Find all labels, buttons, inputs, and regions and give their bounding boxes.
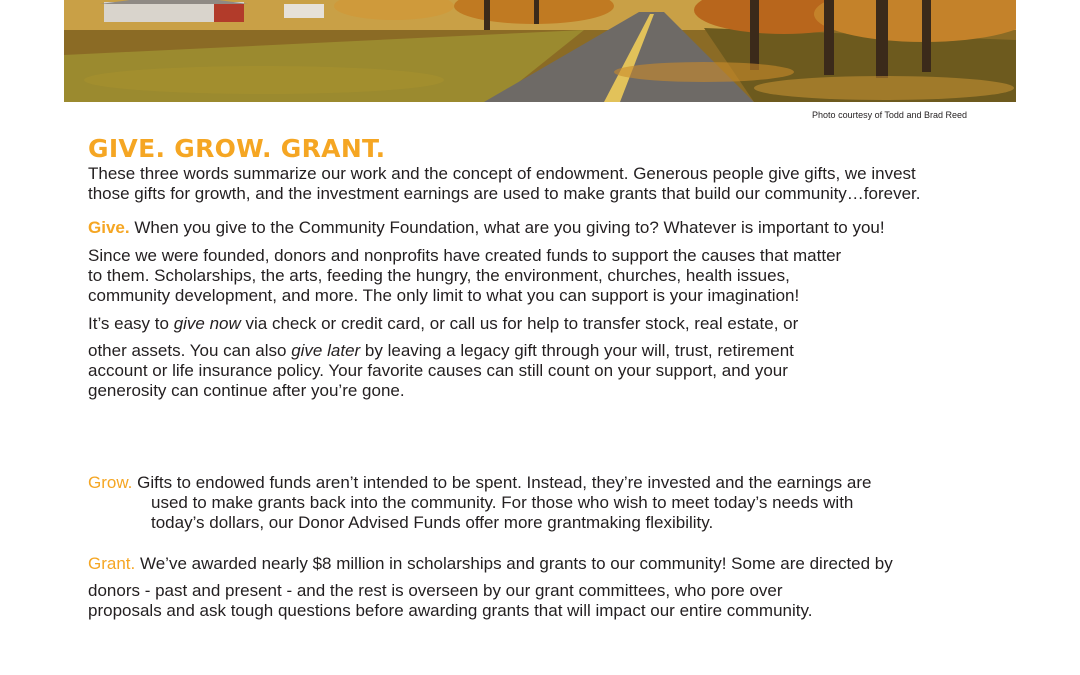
give-paragraph xyxy=(88,218,885,238)
intro-line: those gifts for growth, and the investment earnings are used to make grants that build our community…forever. xyxy=(88,184,921,203)
give-now-text-b: via check or credit card, or call us for help to transfer stock, real estate, or xyxy=(240,314,799,333)
give-funds-paragraph xyxy=(88,246,841,306)
give-text: When you give to the Community Foundation, what are you giving to? Whatever is important to you! xyxy=(134,218,885,237)
give-funds-line: to them. Scholarships, the arts, feeding the hungry, the environment, churches, health issues, xyxy=(88,266,790,285)
grow-line: Gifts to endowed funds aren’t intended to be spent. Instead, they’re invested and the earnings are xyxy=(137,473,872,492)
grant-line: proposals and ask tough questions before awarding grants that will impact our entire community. xyxy=(88,601,813,620)
grant-continued-paragraph xyxy=(88,581,812,621)
give-now-paragraph xyxy=(88,314,798,334)
autumn-road-illustration xyxy=(64,0,1016,102)
give-lead: Give. xyxy=(88,218,130,237)
intro-line: These three words summarize our work and the concept of endowment. Generous people give gifts, we invest xyxy=(88,164,916,183)
give-later-emphasis: give later xyxy=(291,341,361,360)
give-later-line: generosity can continue after you’re gone. xyxy=(88,381,405,400)
give-later-text-b: by leaving a legacy gift through your will, trust, retirement xyxy=(360,341,794,360)
give-now-emphasis: give now xyxy=(173,314,241,333)
grant-line: donors - past and present - and the rest is overseen by our grant committees, who pore over xyxy=(88,581,783,600)
give-later-line: account or life insurance policy. Your favorite causes can still count on your support, and your xyxy=(88,361,788,380)
intro-paragraph xyxy=(88,164,921,204)
give-now-text-a: It’s easy to xyxy=(88,314,174,333)
grant-lead: Grant. xyxy=(88,554,136,573)
give-later-paragraph xyxy=(88,341,794,401)
give-later-text-a: other assets. You can also xyxy=(88,341,292,360)
grow-lead: Grow. xyxy=(88,473,133,492)
grow-line: today’s dollars, our Donor Advised Funds offer more grantmaking flexibility. xyxy=(151,513,714,532)
page-heading: GIVE. GROW. GRANT. xyxy=(88,134,386,163)
photo-credit: Photo courtesy of Todd and Brad Reed xyxy=(812,110,967,120)
grant-line: We’ve awarded nearly $8 million in scholarships and grants to our community! Some are directed by xyxy=(139,554,893,573)
grow-line: used to make grants back into the community. For those who wish to meet today’s needs with xyxy=(151,493,854,512)
give-funds-line: community development, and more. The only limit to what you can support is your imagination! xyxy=(88,286,800,305)
grow-paragraph xyxy=(88,473,871,533)
grant-paragraph xyxy=(88,554,893,574)
hero-photo xyxy=(64,0,1016,102)
give-funds-line: Since we were founded, donors and nonprofits have created funds to support the causes that matter xyxy=(88,246,842,265)
